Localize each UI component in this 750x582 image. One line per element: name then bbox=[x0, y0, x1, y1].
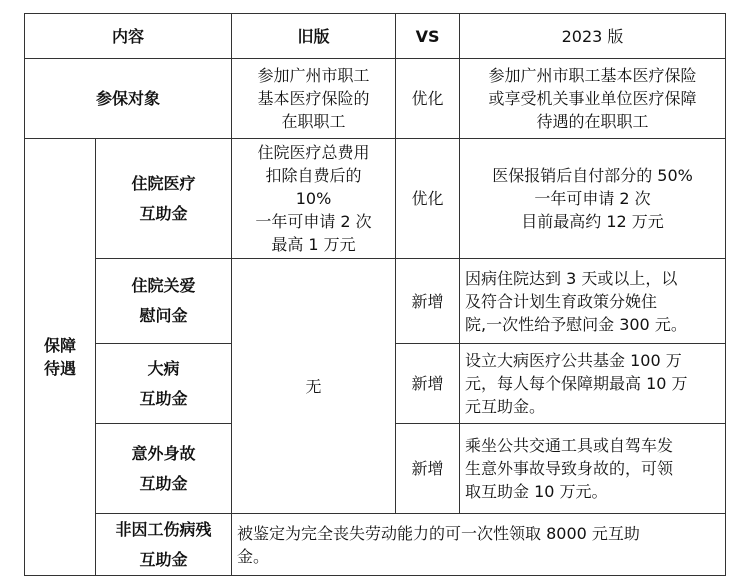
row-care-visit bbox=[25, 259, 726, 344]
header-row bbox=[25, 14, 726, 59]
hospital-aid-new bbox=[460, 139, 726, 259]
hospital-aid-old-line: 一年可申请 2 次 bbox=[255, 212, 372, 231]
row-disability bbox=[25, 514, 726, 576]
critical-illness-label bbox=[96, 344, 232, 424]
old-none: 无 bbox=[232, 259, 396, 514]
group-label bbox=[25, 139, 96, 576]
care-visit-new bbox=[460, 259, 726, 344]
comparison-table bbox=[24, 13, 726, 576]
care-visit-label-line: 住院关爱 bbox=[131, 276, 196, 295]
header-vs: VS bbox=[396, 14, 460, 59]
critical-illness-label-line: 大病 bbox=[147, 358, 180, 378]
header-content: 内容 bbox=[25, 14, 232, 59]
disability-label bbox=[96, 514, 232, 576]
critical-illness-new-line: 元互助金。 bbox=[465, 397, 546, 416]
hospital-aid-new-line: 医保报销后自付部分的 50% bbox=[492, 166, 693, 185]
hospital-aid-old-line: 最高 1 万元 bbox=[271, 235, 356, 254]
disability-label-line: 互助金 bbox=[139, 549, 188, 569]
critical-illness-label-line: 互助金 bbox=[139, 388, 188, 408]
hospital-aid-old-line: 住院医疗总费用 bbox=[257, 143, 370, 162]
group-label-line: 待遇 bbox=[43, 359, 76, 378]
accidental-death-label bbox=[96, 424, 232, 514]
hospital-aid-new-line: 一年可申请 2 次 bbox=[534, 189, 651, 208]
hospital-aid-new-line: 目前最高约 12 万元 bbox=[521, 212, 664, 231]
accidental-death-new-line: 乘坐公共交通工具或自驾车发 bbox=[465, 436, 674, 455]
header-old: 旧版 bbox=[232, 14, 396, 59]
accidental-death-new bbox=[460, 424, 726, 514]
row-insured bbox=[25, 59, 726, 139]
accidental-death-new-line: 生意外事故导致身故的，可领 bbox=[465, 459, 674, 478]
hospital-aid-old-line: 扣除自费后的 bbox=[265, 166, 362, 185]
insured-new bbox=[460, 59, 726, 139]
insured-old-line: 在职职工 bbox=[281, 112, 346, 131]
accidental-death-label-line: 意外身故 bbox=[131, 443, 196, 463]
accidental-death-label-line: 互助金 bbox=[139, 473, 188, 493]
insured-new-line: 或享受机关事业单位医疗保障 bbox=[488, 89, 697, 108]
care-visit-new-line: 及符合计划生育政策分娩住 bbox=[465, 291, 658, 311]
header-new: 2023 版 bbox=[460, 14, 726, 59]
accidental-death-change: 新增 bbox=[396, 424, 460, 514]
disability-text-line: 被鉴定为完全丧失劳动能力的可一次性领取 8000 元互助 bbox=[237, 523, 640, 543]
insured-new-line: 待遇的在职职工 bbox=[536, 112, 649, 131]
critical-illness-new bbox=[460, 344, 726, 424]
group-label-line: 保障 bbox=[43, 336, 76, 355]
insured-old bbox=[232, 59, 396, 139]
care-visit-label bbox=[96, 259, 232, 344]
row-hospital-aid bbox=[25, 139, 726, 259]
hospital-aid-old bbox=[232, 139, 396, 259]
disability-label-line: 非因工伤病残 bbox=[115, 519, 212, 539]
disability-text bbox=[232, 514, 726, 576]
insured-old-line: 基本医疗保险的 bbox=[257, 89, 370, 108]
insured-change: 优化 bbox=[396, 59, 460, 139]
care-visit-label-line: 慰问金 bbox=[139, 306, 188, 325]
care-visit-change: 新增 bbox=[396, 259, 460, 344]
hospital-aid-label-line: 互助金 bbox=[139, 203, 188, 223]
hospital-aid-old-line: 10% bbox=[295, 189, 332, 208]
critical-illness-new-line: 设立大病医疗公共基金 100 万 bbox=[465, 351, 682, 370]
care-visit-new-line: 院,一次性给予慰问金 300 元。 bbox=[465, 314, 687, 334]
hospital-aid-change: 优化 bbox=[396, 139, 460, 259]
critical-illness-change: 新增 bbox=[396, 344, 460, 424]
hospital-aid-label bbox=[96, 139, 232, 259]
insured-new-line: 参加广州市职工基本医疗保险 bbox=[488, 66, 697, 85]
disability-text-line: 金。 bbox=[237, 546, 270, 566]
accidental-death-new-line: 取互助金 10 万元。 bbox=[465, 482, 608, 501]
care-visit-new-line: 因病住院达到 3 天或以上，以 bbox=[465, 268, 678, 288]
critical-illness-new-line: 元，每人每个保障期最高 10 万 bbox=[465, 374, 688, 393]
hospital-aid-label-line: 住院医疗 bbox=[131, 173, 196, 193]
insured-old-line: 参加广州市职工 bbox=[257, 66, 370, 85]
insured-label: 参保对象 bbox=[25, 59, 232, 139]
